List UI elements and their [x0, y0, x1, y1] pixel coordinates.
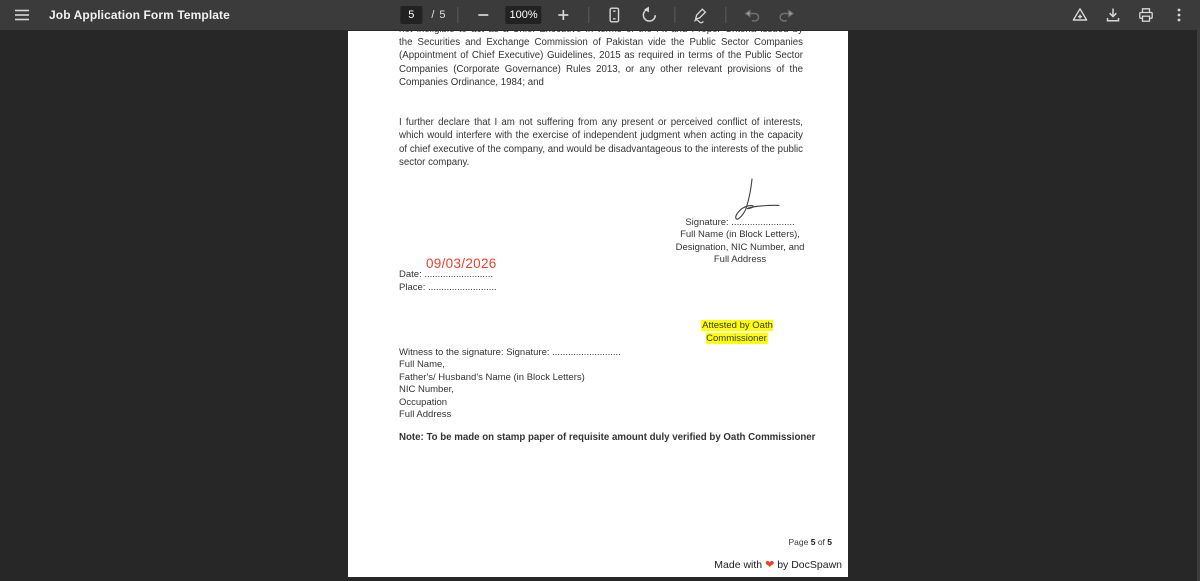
document-title: Job Application Form Template	[49, 8, 230, 22]
more-vert-icon	[1170, 6, 1188, 24]
rotate-button[interactable]	[637, 2, 663, 28]
menu-icon	[13, 6, 31, 24]
undo-button[interactable]	[739, 2, 765, 28]
add-to-drive-icon	[1071, 6, 1089, 24]
zoom-in-icon	[556, 7, 572, 23]
hamburger-menu-button[interactable]	[9, 2, 35, 28]
undo-icon	[743, 7, 760, 23]
more-options-button[interactable]	[1166, 2, 1192, 28]
page-number-input[interactable]	[400, 6, 422, 24]
add-to-drive-button[interactable]	[1067, 2, 1093, 28]
signature-block	[666, 217, 814, 266]
redo-icon	[778, 7, 795, 23]
place-line: Place: ..........................	[399, 282, 497, 293]
print-icon	[1137, 6, 1155, 24]
document-canvas	[0, 30, 1200, 581]
witness-father-line: Father's/ Husband's Name (in Block Letters)	[399, 371, 585, 383]
toolbar-separator	[458, 7, 459, 23]
signature-fullname-line: Full Name (in Block Letters),	[680, 229, 800, 241]
toolbar-separator	[675, 7, 676, 23]
witness-fullname-line: Full Name,	[399, 359, 445, 371]
zoom-level: 100%	[506, 6, 542, 24]
toolbar-separator	[726, 7, 727, 23]
made-with-footer: Made with ❤ by DocSpawn	[714, 559, 842, 571]
witness-nic-line: NIC Number,	[399, 384, 454, 396]
note-line: Note: To be made on stamp paper of requisite amount duly verified by Oath Commissioner	[399, 432, 816, 443]
zoom-in-button[interactable]	[551, 2, 577, 28]
declaration-paragraph-1: the Securities and Exchange Commission of Pakistan vide the Public Sector Companies (Appointment of Chief Executive) Guidelines, 2015 as required in terms of the Public Sector Companies (Corporate Governance) Rules 2013, or any other relevant provisions of the Companies Ordinance, 1984; and	[399, 37, 803, 89]
declaration-paragraph-2: I further declare that I am not suffering from any present or perceived conflict of interests, which would interfere with the exercise of independent judgment when acting in the capacity of chief executive of the company, and would be disadvantageous to the interests of the public sector company.	[399, 117, 803, 169]
fit-to-page-icon	[606, 6, 624, 24]
toolbar-separator	[589, 7, 590, 23]
annotate-pen-icon	[692, 6, 710, 24]
witness-block	[399, 347, 621, 421]
witness-address-line: Full Address	[399, 409, 452, 421]
attested-stamp: Attested by Oath Commissioner	[702, 320, 773, 345]
download-icon	[1104, 6, 1122, 24]
print-button[interactable]	[1133, 2, 1159, 28]
signature-address-line: Full Address	[713, 254, 767, 266]
pdf-page	[348, 31, 848, 577]
witness-occupation-line: Occupation	[399, 396, 448, 408]
annotate-button[interactable]	[688, 2, 714, 28]
pdf-viewer-toolbar	[0, 0, 1200, 30]
signature-line: Signature: ........................	[685, 217, 795, 228]
date-value: 09/03/2026	[426, 256, 497, 271]
heart-icon: ❤	[765, 559, 775, 571]
zoom-out-icon	[476, 7, 492, 23]
zoom-out-button[interactable]	[471, 2, 497, 28]
redo-button[interactable]	[774, 2, 800, 28]
signature-designation-line: Designation, NIC Number, and	[675, 241, 805, 253]
page-count-label: / 5	[431, 9, 446, 21]
fit-to-page-button[interactable]	[602, 2, 628, 28]
rotate-icon	[641, 6, 659, 24]
date-line: Date: ..........................	[399, 269, 493, 280]
download-button[interactable]	[1100, 2, 1126, 28]
witness-signature-line: Witness to the signature: Signature: ..........................	[399, 347, 621, 358]
page-footer: Page 5 of 5	[788, 537, 832, 547]
